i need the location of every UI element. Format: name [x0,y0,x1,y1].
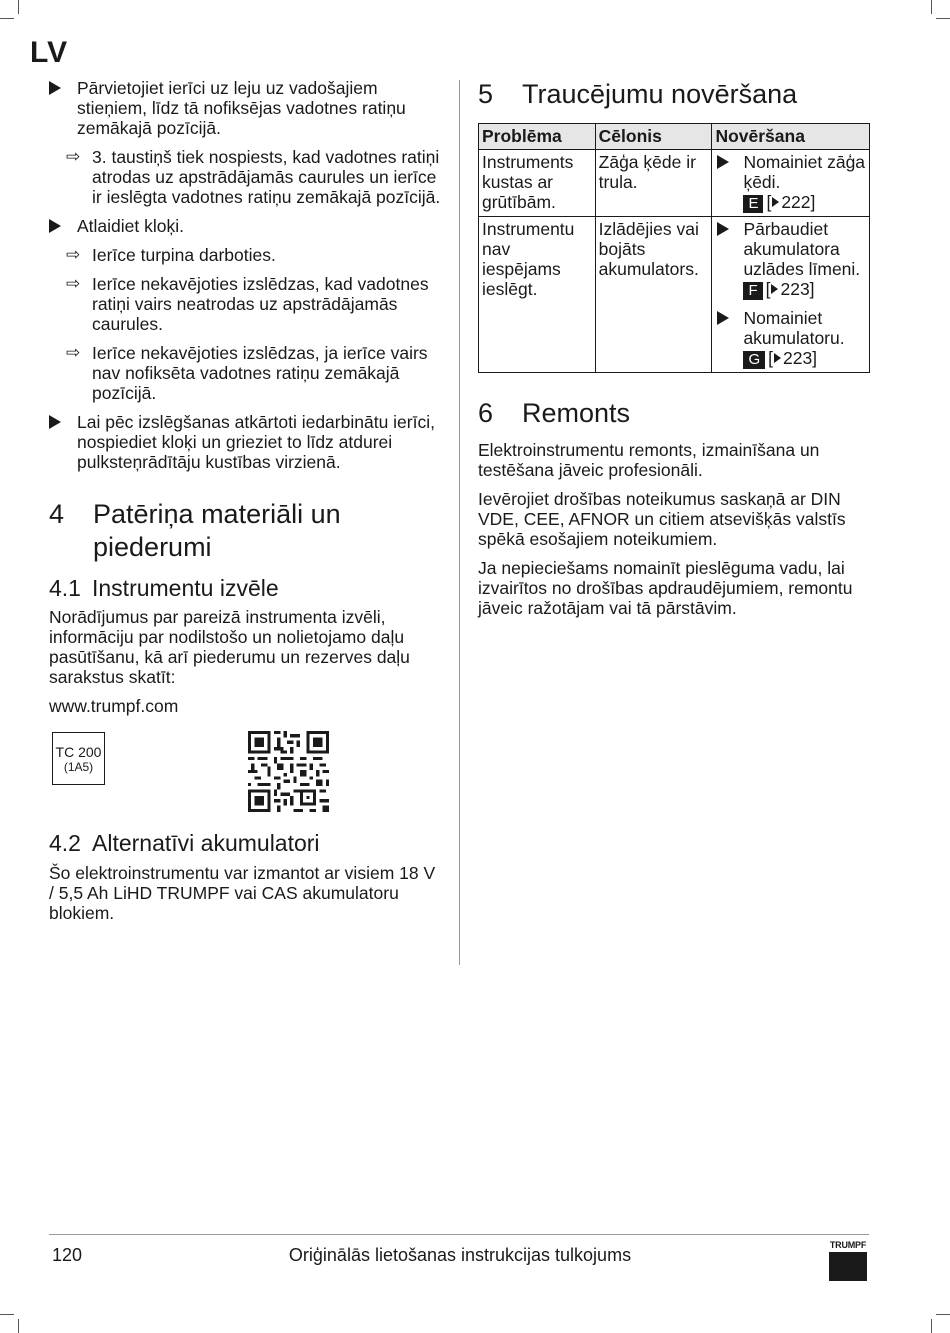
column-header-remedy: Novēršana [712,124,870,150]
table-header-row [479,124,870,150]
body-paragraph: Ja nepieciešams nomainīt pieslēguma vadu, lai izvairītos no drošības apdraudējumiem, remontu jāveic ražotājam vai tā pārstāvim. [478,558,853,618]
result-item [49,147,441,207]
step-text: Atlaidiet kloķi. [77,216,184,236]
result-text: Ierīce nekavējoties izslēdzas, kad vadotnes ratiņi vairs neatrodas uz apstrādājamās caurules. [92,274,429,334]
result-text: 3. taustiņš tiek nospiests, kad vadotnes ratiņi atrodas uz apstrādājamās caurules un ierīce ir ieslēgta vadotnes ratiņu zemākajā pozīcijā. [92,147,441,207]
remedy-step: Nomainiet akumulatoru. G [ 223] [715,308,866,369]
result-arrow-icon: ⇨ [66,245,81,264]
triangle-bullet-icon [49,81,61,95]
footer-title: Oriģinālās lietošanas instrukcijas tulkojums [288,1245,632,1265]
cause-cell: Zāģa ķēde ir trula. [595,150,712,217]
cause-cell: Izlādējies vai bojāts akumulators. [595,217,712,373]
body-paragraph: Norādījumus par pareizā instrumenta izvēli, informāciju par nodilstošo un nolietojamo daļu pasūtīšanu, kā arī piederumu un rezerves daļu sarakstus skatīt: [49,607,410,687]
right-column [478,78,870,618]
page-reference[interactable]: 222] [781,192,816,212]
left-column [49,78,441,923]
subsection-title: Alternatīvi akumulatori [92,830,320,856]
instruction-step [49,216,441,236]
triangle-bullet-icon [49,415,61,429]
result-item [49,245,441,265]
language-code: LV [30,36,69,69]
body-paragraph: Elektroinstrumentu remonts, izmainīšana un testēšana jāveic profesionāli. [478,440,820,480]
remedy-step: Pārbaudiet akumulatora uzlādes līmeni. F [ 223] [715,219,866,300]
instruction-step [49,78,441,138]
section-number: 6 [478,398,494,428]
page-ref-arrow-icon [774,353,781,363]
page-reference[interactable]: 223] [782,348,818,368]
section-heading [49,498,441,564]
step-text: Pārvietojiet ierīci uz leju uz vadošajiem stieņiem, līdz tā nofiksējas vadotnes ratiņu zemākajā pozīcijā. [77,78,406,138]
column-divider [459,80,460,965]
website-link[interactable]: www.trumpf.com [49,696,179,716]
body-paragraph: Šo elektroinstrumentu var izmantot ar visiem 18 V / 5,5 Ah LiHD TRUMPF vai CAS akumulatoru blokiem. [49,863,436,923]
section-number: 5 [478,79,494,109]
section-title: Remonts [522,398,631,428]
table-row [479,150,870,217]
subsection-heading [49,574,441,602]
column-header-cause: Cēlonis [595,124,712,150]
crop-mark [931,0,932,14]
crop-mark [936,18,950,19]
footer-divider [49,1234,869,1235]
crop-mark [18,1319,19,1333]
remedy-text: Nomainiet akumulatoru. [743,308,845,348]
brand-wordmark: TRUMPF [829,1240,867,1250]
product-qr-row [49,722,441,812]
triangle-bullet-icon [717,311,729,325]
triangle-bullet-icon [717,222,729,236]
crop-mark [936,1314,950,1315]
page-number: 120 [52,1245,83,1265]
problem-cell: Instrumentu nav iespējams ieslēgt. [479,217,596,373]
crop-mark [0,18,14,19]
product-name: TC 200 [55,744,102,760]
result-text: Ierīce nekavējoties izslēdzas, ja ierīce vairs nav nofiksēta vadotnes ratiņu zemākajā pozīcijā. [92,343,428,403]
section-title: Patēriņa materiāli un piederumi [93,499,341,562]
problem-cell: Instruments kustas ar grūtībām. [479,150,596,217]
table-row [479,217,870,373]
page-reference[interactable]: 223] [780,279,815,299]
troubleshooting-table [478,123,870,373]
section-number: 4 [49,499,65,529]
product-label-box [52,732,105,785]
triangle-bullet-icon [49,219,61,233]
remedy-text: Pārbaudiet akumulatora uzlādes līmeni. [743,219,861,279]
section-heading [478,397,870,430]
section-heading [478,78,870,111]
column-header-problem: Problēma [479,124,596,150]
result-item [49,343,441,403]
section-title: Traucējumu novēršana [522,79,798,109]
qr-code-icon[interactable] [248,731,329,812]
remedy-cell [712,217,870,373]
page-ref-arrow-icon [772,197,779,207]
triangle-bullet-icon [717,155,729,169]
figure-label: F [743,282,762,300]
product-code: (1A5) [63,760,94,774]
subsection-number: 4.2 [49,830,81,856]
remedy-step: Nomainiet zāģa ķēdi. E [ 222] [715,152,866,213]
remedy-text: Nomainiet zāģa ķēdi. [743,152,866,192]
subsection-heading [49,829,441,857]
brand-block-icon [829,1252,867,1281]
result-arrow-icon: ⇨ [66,343,81,362]
result-arrow-icon: ⇨ [66,147,81,166]
step-text: Lai pēc izslēgšanas atkārtoti iedarbinātu ierīci, nospiediet kloķi un grieziet to līdz atdurei pulksteņrādītāju kustības virzienā. [77,412,435,472]
crop-mark [931,1319,932,1333]
crop-mark [18,0,19,14]
page-ref-arrow-icon [771,284,778,294]
figure-label: G [743,351,765,369]
body-paragraph: Ievērojiet drošības noteikumus saskaņā ar DIN VDE, CEE, AFNOR un citiem atsevišķās valstīs spēkā esošajiem noteikumiem. [478,489,846,549]
subsection-number: 4.1 [49,575,81,601]
result-text: Ierīce turpina darboties. [92,245,276,265]
brand-logo [829,1241,867,1281]
remedy-cell [712,150,870,217]
instruction-step [49,412,441,472]
result-item [49,274,441,334]
result-arrow-icon: ⇨ [66,274,81,293]
crop-mark [0,1314,14,1315]
subsection-title: Instrumentu izvēle [92,575,279,601]
figure-label: E [743,195,763,213]
